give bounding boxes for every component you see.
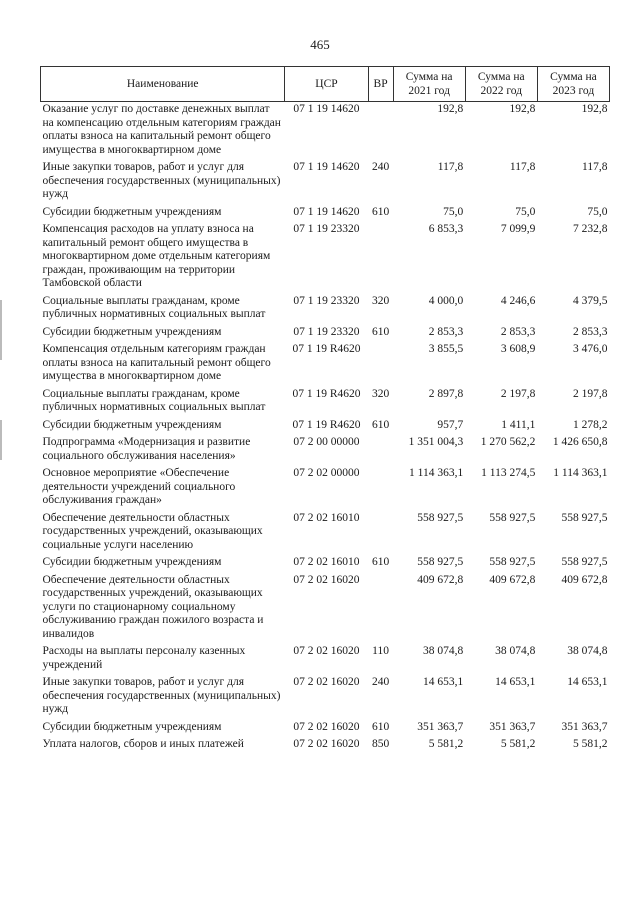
header-sum-2022: Сумма на 2022 год xyxy=(465,67,537,102)
row-sum-2021: 75,0 xyxy=(443,205,464,218)
row-name: Оказание услуг по доставке денежных выплат на компенсацию отдельным категориям граждан оплаты взноса на капитальный ремонт общего имущества в многоквартирном доме xyxy=(42,103,281,156)
row-sum-2022: 558 927,5 xyxy=(489,511,536,524)
row-sum-2023: 2 197,8 xyxy=(573,387,608,400)
row-sum-2022: 192,8 xyxy=(509,103,536,115)
row-sum-2021: 957,7 xyxy=(437,418,464,431)
table-row xyxy=(41,222,610,294)
row-name: Расходы на выплаты персоналу казенных учреждений xyxy=(42,645,246,671)
row-sum-2022: 14 653,1 xyxy=(495,676,536,688)
row-vr: 240 xyxy=(371,161,390,173)
row-name: Обеспечение деятельности областных государственных учреждений, оказывающих услуги по стационарному социальному обслуживанию граждан пожилого возраста и инвалидов xyxy=(42,573,264,640)
row-sum-2021: 14 653,1 xyxy=(422,676,464,688)
row-csr: 07 1 19 14620 xyxy=(293,161,360,173)
row-name: Обеспечение деятельности областных государственных учреждений, оказывающих социальные услуги населению xyxy=(42,511,263,551)
row-sum-2022: 4 246,6 xyxy=(500,294,536,307)
row-sum-2021: 2 853,3 xyxy=(428,325,464,338)
row-sum-2022: 351 363,7 xyxy=(489,720,536,733)
scan-margin-mark xyxy=(0,300,2,360)
row-csr: 07 2 02 16010 xyxy=(293,556,360,568)
row-csr: 07 1 19 23320 xyxy=(293,294,360,307)
row-sum-2022: 3 608,9 xyxy=(500,343,536,355)
row-sum-2022: 5 581,2 xyxy=(500,738,536,750)
row-csr: 07 2 02 16020 xyxy=(293,676,360,688)
row-vr xyxy=(368,222,393,294)
row-sum-2021: 409 672,8 xyxy=(417,573,464,586)
row-name: Субсидии бюджетным учреждениям xyxy=(42,720,222,733)
row-csr: 07 2 00 00000 xyxy=(293,436,360,448)
table-row xyxy=(41,418,610,436)
row-sum-2021: 3 855,5 xyxy=(428,343,464,355)
header-sum-2023: Сумма на 2023 год xyxy=(537,67,609,102)
row-sum-2023: 1 114 363,1 xyxy=(553,467,608,479)
row-name: Основное мероприятие «Обеспечение деятельности учреждений социального обслуживания граждан» xyxy=(42,467,236,506)
table-body xyxy=(41,102,610,755)
table-row xyxy=(41,294,610,325)
row-vr: 610 xyxy=(371,325,390,338)
row-vr: 610 xyxy=(371,720,390,733)
table-header xyxy=(41,67,610,102)
row-sum-2021: 558 927,5 xyxy=(417,556,464,568)
table-row xyxy=(41,511,610,556)
row-csr: 07 1 19 R4620 xyxy=(292,387,361,400)
row-sum-2021: 6 853,3 xyxy=(428,223,464,235)
row-name: Субсидии бюджетным учреждениям xyxy=(42,205,222,218)
row-vr: 240 xyxy=(371,676,390,688)
row-vr: 610 xyxy=(371,205,390,218)
row-vr xyxy=(368,102,393,161)
row-sum-2022: 558 927,5 xyxy=(489,556,536,568)
row-vr xyxy=(368,342,393,387)
row-sum-2021: 1 114 363,1 xyxy=(409,467,464,479)
budget-table xyxy=(40,66,610,755)
row-sum-2023: 3 476,0 xyxy=(573,343,608,355)
row-sum-2021: 1 351 004,3 xyxy=(408,436,464,448)
row-vr: 320 xyxy=(371,294,390,307)
table-row xyxy=(41,720,610,738)
row-sum-2021: 351 363,7 xyxy=(417,720,464,733)
row-sum-2022: 2 853,3 xyxy=(500,325,536,338)
row-name: Социальные выплаты гражданам, кроме публичных нормативных социальных выплат xyxy=(42,387,266,413)
row-sum-2023: 7 232,8 xyxy=(573,223,608,235)
page-number: 465 xyxy=(310,37,330,52)
header-csr: ЦСР xyxy=(285,67,368,102)
row-sum-2022: 409 672,8 xyxy=(489,573,536,586)
row-sum-2022: 117,8 xyxy=(509,161,536,173)
row-sum-2023: 558 927,5 xyxy=(561,556,608,568)
row-sum-2023: 5 581,2 xyxy=(573,738,608,750)
row-sum-2021: 38 074,8 xyxy=(422,645,464,657)
row-name: Уплата налогов, сборов и иных платежей xyxy=(42,738,244,750)
table-row xyxy=(41,644,610,675)
row-csr: 07 2 02 16020 xyxy=(293,645,360,657)
row-csr: 07 1 19 14620 xyxy=(293,103,360,115)
row-sum-2022: 7 099,9 xyxy=(500,223,536,235)
table-row xyxy=(41,573,610,645)
row-vr xyxy=(368,466,393,511)
header-name: Наименование xyxy=(41,67,285,102)
row-csr: 07 1 19 R4620 xyxy=(292,343,361,355)
row-vr xyxy=(368,573,393,645)
row-sum-2023: 409 672,8 xyxy=(561,573,608,586)
table-row xyxy=(41,466,610,511)
row-sum-2021: 558 927,5 xyxy=(417,511,464,524)
row-name: Иные закупки товаров, работ и услуг для обеспечения государственных (муниципальных) нужд xyxy=(42,676,281,715)
row-sum-2021: 4 000,0 xyxy=(428,294,464,307)
row-name: Субсидии бюджетным учреждениям xyxy=(42,418,222,431)
table-row xyxy=(41,160,610,205)
table-row xyxy=(41,342,610,387)
row-sum-2021: 117,8 xyxy=(437,161,464,173)
table-row xyxy=(41,102,610,161)
table-row xyxy=(41,737,610,755)
table-row xyxy=(41,325,610,343)
table-row xyxy=(41,675,610,720)
row-csr: 07 1 19 23320 xyxy=(293,325,360,338)
row-sum-2023: 2 853,3 xyxy=(573,325,608,338)
row-sum-2022: 38 074,8 xyxy=(495,645,536,657)
row-name: Социальные выплаты гражданам, кроме публичных нормативных социальных выплат xyxy=(42,294,266,320)
row-name: Компенсация расходов на уплату взноса на капитальный ремонт общего имущества в многоквартирном доме отдельным категориям граждан, проживающим на территории Тамбовской области xyxy=(42,223,271,289)
row-csr: 07 1 19 R4620 xyxy=(292,418,361,431)
row-sum-2022: 1 113 274,5 xyxy=(481,467,536,479)
row-name: Подпрограмма «Модернизация и развитие социального обслуживания населения» xyxy=(42,436,251,462)
table-row xyxy=(41,387,610,418)
row-vr: 320 xyxy=(371,387,390,400)
row-csr: 07 2 02 00000 xyxy=(293,467,360,479)
row-sum-2023: 1 426 650,8 xyxy=(552,436,608,448)
row-vr: 110 xyxy=(372,645,389,657)
row-sum-2023: 351 363,7 xyxy=(561,720,608,733)
table-row xyxy=(41,205,610,223)
table-row xyxy=(41,555,610,573)
row-csr: 07 2 02 16020 xyxy=(293,573,360,586)
row-csr: 07 1 19 23320 xyxy=(293,223,360,235)
row-sum-2023: 4 379,5 xyxy=(573,294,608,307)
row-sum-2021: 5 581,2 xyxy=(428,738,464,750)
row-sum-2023: 14 653,1 xyxy=(567,676,608,688)
row-csr: 07 2 02 16020 xyxy=(293,720,360,733)
row-vr xyxy=(368,435,393,466)
row-sum-2021: 2 897,8 xyxy=(428,387,464,400)
row-vr: 610 xyxy=(371,418,390,431)
row-csr: 07 2 02 16020 xyxy=(293,738,360,750)
header-vr: ВР xyxy=(368,67,393,102)
scan-margin-mark xyxy=(0,420,2,460)
row-sum-2023: 558 927,5 xyxy=(561,511,608,524)
row-name: Иные закупки товаров, работ и услуг для обеспечения государственных (муниципальных) нужд xyxy=(42,161,281,200)
row-sum-2023: 192,8 xyxy=(581,103,608,115)
row-sum-2022: 1 411,1 xyxy=(501,418,536,431)
row-vr: 850 xyxy=(371,738,390,750)
table-row xyxy=(41,435,610,466)
row-name: Субсидии бюджетным учреждениям xyxy=(42,556,222,568)
row-sum-2023: 117,8 xyxy=(582,161,608,173)
row-sum-2023: 38 074,8 xyxy=(567,645,608,657)
row-name: Субсидии бюджетным учреждениям xyxy=(42,325,222,338)
row-sum-2023: 75,0 xyxy=(587,205,608,218)
row-name: Компенсация отдельным категориям граждан оплаты взноса на капитальный ремонт общего имущества в многоквартирном доме xyxy=(42,343,271,382)
header-sum-2021: Сумма на 2021 год xyxy=(393,67,465,102)
row-csr: 07 2 02 16010 xyxy=(293,511,360,524)
row-sum-2022: 75,0 xyxy=(515,205,536,218)
row-sum-2021: 192,8 xyxy=(437,103,464,115)
row-sum-2022: 1 270 562,2 xyxy=(480,436,536,448)
row-sum-2023: 1 278,2 xyxy=(573,418,608,431)
row-csr: 07 1 19 14620 xyxy=(293,205,360,218)
row-sum-2022: 2 197,8 xyxy=(500,387,536,400)
row-vr: 610 xyxy=(371,556,390,568)
row-vr xyxy=(368,511,393,556)
